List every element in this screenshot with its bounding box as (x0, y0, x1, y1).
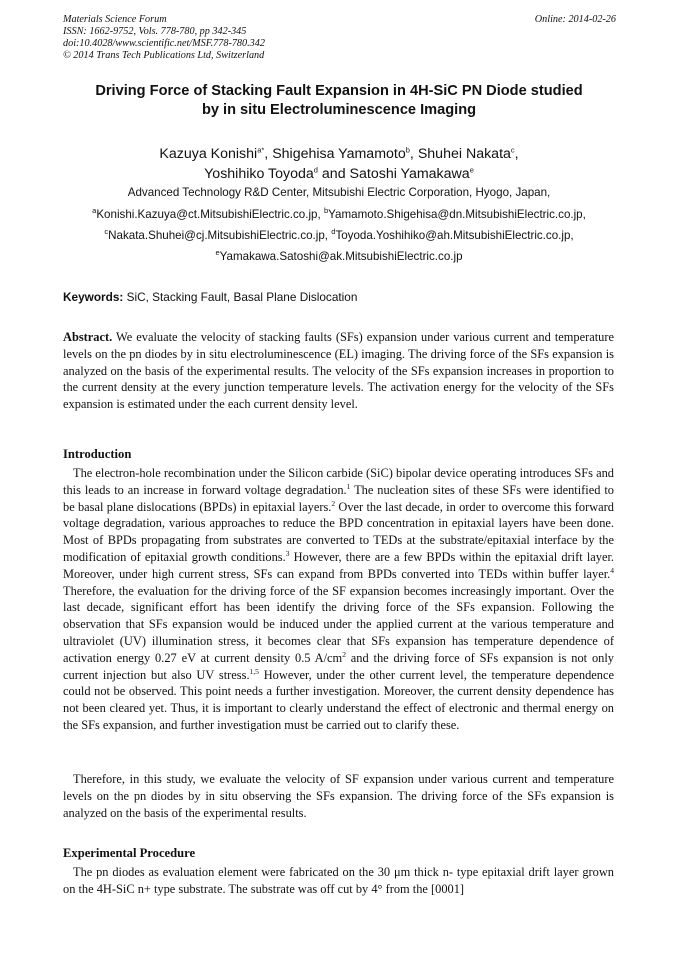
email-address: Yamakawa.Satoshi@ak.MitsubishiElectric.co.jp (219, 250, 463, 263)
author-list (40, 144, 638, 184)
abstract (63, 329, 614, 413)
keywords-text: SiC, Stacking Fault, Basal Plane Dislocation (126, 290, 358, 304)
intro-text: However, there are a few BPDs within the epitaxial drift layer. Moreover, under high current stress, SFs can expand from BPDs converted into TEDs within buffer layer. (63, 549, 615, 581)
copyright-line: © 2014 Trans Tech Publications Ltd, Switzerland (63, 50, 265, 61)
affiliation: Advanced Technology R&D Center, Mitsubishi Electric Corporation, Hyogo, Japan, (127, 186, 551, 199)
author-sep: , (264, 146, 269, 162)
intro-text: However, under the other current level, the temperature dependence could not be observed. This point needs a further investigation. Moreover, the current density dependence has not been cleared yet. Thus, it is important to clearly understand the effect of electronic and thermal energy on the SFs expansion, and further investigation must be carried out to clarify these. (63, 667, 614, 732)
intro-text: The nucleation sites of these SFs were identified to be basal plane dislocations (BPDs) in epitaxial layers. (63, 482, 614, 514)
email-sup: a (92, 206, 97, 216)
author-sup: b (405, 145, 410, 155)
author-name: Satoshi Yamakawa (349, 166, 470, 182)
author-line-2 (40, 164, 638, 184)
author-sep: , (409, 146, 414, 162)
journal-header (63, 14, 265, 62)
introduction-heading: Introduction (63, 447, 132, 461)
author-sep: and (321, 166, 346, 182)
author-name: Yoshihiko Toyoda (204, 166, 314, 182)
citation: 4 (610, 565, 614, 575)
email-line-1 (30, 208, 648, 222)
author-name: Shuhei Nakata (417, 146, 511, 162)
citation: 3 (285, 548, 290, 558)
email-address: Toyoda.Yoshihiko@ah.MitsubishiElectric.co.jp, (335, 229, 574, 242)
citation: 1,5 (249, 666, 259, 676)
citation: 2 (331, 498, 336, 508)
abstract-text: We evaluate the velocity of stacking faults (SFs) expansion under various current and temperature levels on the pn diodes by in situ electroluminescence (EL) imaging. The driving force of the SFs expansion is analyzed on the basis of the experimental results. The velocity of the SFs expansion increases in proportion to the current density at the every junction temperature levels. The activation energy for the velocity of the SFs expansion is estimated under the each current density level. (63, 330, 614, 412)
email-sup: d (331, 227, 336, 237)
experimental-heading: Experimental Procedure (63, 846, 196, 860)
email-sup: e (215, 248, 220, 258)
email-address: Nakata.Shuhei@cj.MitsubishiElectric.co.jp, (108, 229, 329, 242)
keywords-label: Keywords: (63, 290, 124, 304)
email-line-2 (30, 229, 648, 243)
author-sup: c (510, 145, 515, 155)
intro-text: The electron-hole recombination under the Silicon carbide (SiC) bipolar device operating introduces SFs and this leads to an increase in forward voltage degradation. (63, 466, 614, 497)
superscript: 2 (342, 649, 346, 659)
title-line-1: Driving Force of Stacking Fault Expansion in 4H-SiC PN Diode studied (95, 83, 583, 99)
email-sup: c (104, 227, 109, 237)
keywords (63, 290, 357, 304)
author-name: Kazuya Konishi (159, 146, 258, 162)
author-name: Shigehisa Yamamoto (272, 146, 406, 162)
issn-line: ISSN: 1662-9752, Vols. 778-780, pp 342-345 (63, 26, 247, 37)
journal-name: Materials Science Forum (63, 14, 167, 25)
experimental-paragraph-1: The pn diodes as evaluation element were fabricated on the 30 μm thick n- type epitaxial drift layer grown on the 4H-SiC n+ type substrate. The substrate was off cut by 4° from the [0001] (63, 865, 614, 896)
author-sup: a* (257, 145, 265, 155)
email-address: Yamamoto.Shigehisa@dn.MitsubishiElectric.co.jp, (328, 208, 586, 221)
author-sup: d (313, 165, 318, 175)
author-line-1 (40, 144, 638, 164)
intro-text: and the driving force of SFs expansion is not only current injection but also UV stress. (63, 650, 614, 682)
title-line-2: by in situ Electroluminescence Imaging (201, 102, 477, 118)
paper-title (40, 82, 638, 120)
intro-text: Therefore, the evaluation for the driving force of the SF expansion becomes increasingly important. Over the last decade, significant effort has been identify the driving force of the SFs expansion. Following the observation that SFs expansion would be induced under the applied current at the various temperature and ultraviolet (UV) illumination stress, it becomes clear that SFs expansion has temperature dependence of activation energy 0.27 eV at current density 0.5 A/cm (63, 583, 614, 665)
email-address: Konishi.Kazuya@ct.MitsubishiElectric.co.jp, (96, 208, 321, 221)
intro-text: Over the last decade, in order to overcome this forward voltage degradation, various approaches to reduce the BPD concentration in epitaxial layers have been done. Most of BPDs propagating from substrates are converted to TEDs at the substrate/epitaxial interface by the modification of epitaxial growth conditions. (63, 499, 614, 564)
online-date: Online: 2014-02-26 (534, 14, 616, 25)
author-sep: , (514, 146, 519, 162)
doi-line: doi:10.4028/www.scientific.net/MSF.778-780.342 (63, 38, 265, 49)
introduction-paragraph-2: Therefore, in this study, we evaluate the velocity of SF expansion under various current and temperature levels on the pn diodes by in situ observing the SFs expansion. The driving force of the SFs expansion is analyzed on the basis of the experimental results. (63, 772, 614, 820)
author-sup: e (469, 165, 474, 175)
introduction-paragraph-1 (63, 465, 614, 734)
citation: 1 (346, 481, 351, 491)
abstract-label: Abstract. (63, 330, 113, 344)
email-sup: b (323, 206, 329, 216)
email-line-3 (30, 250, 648, 264)
